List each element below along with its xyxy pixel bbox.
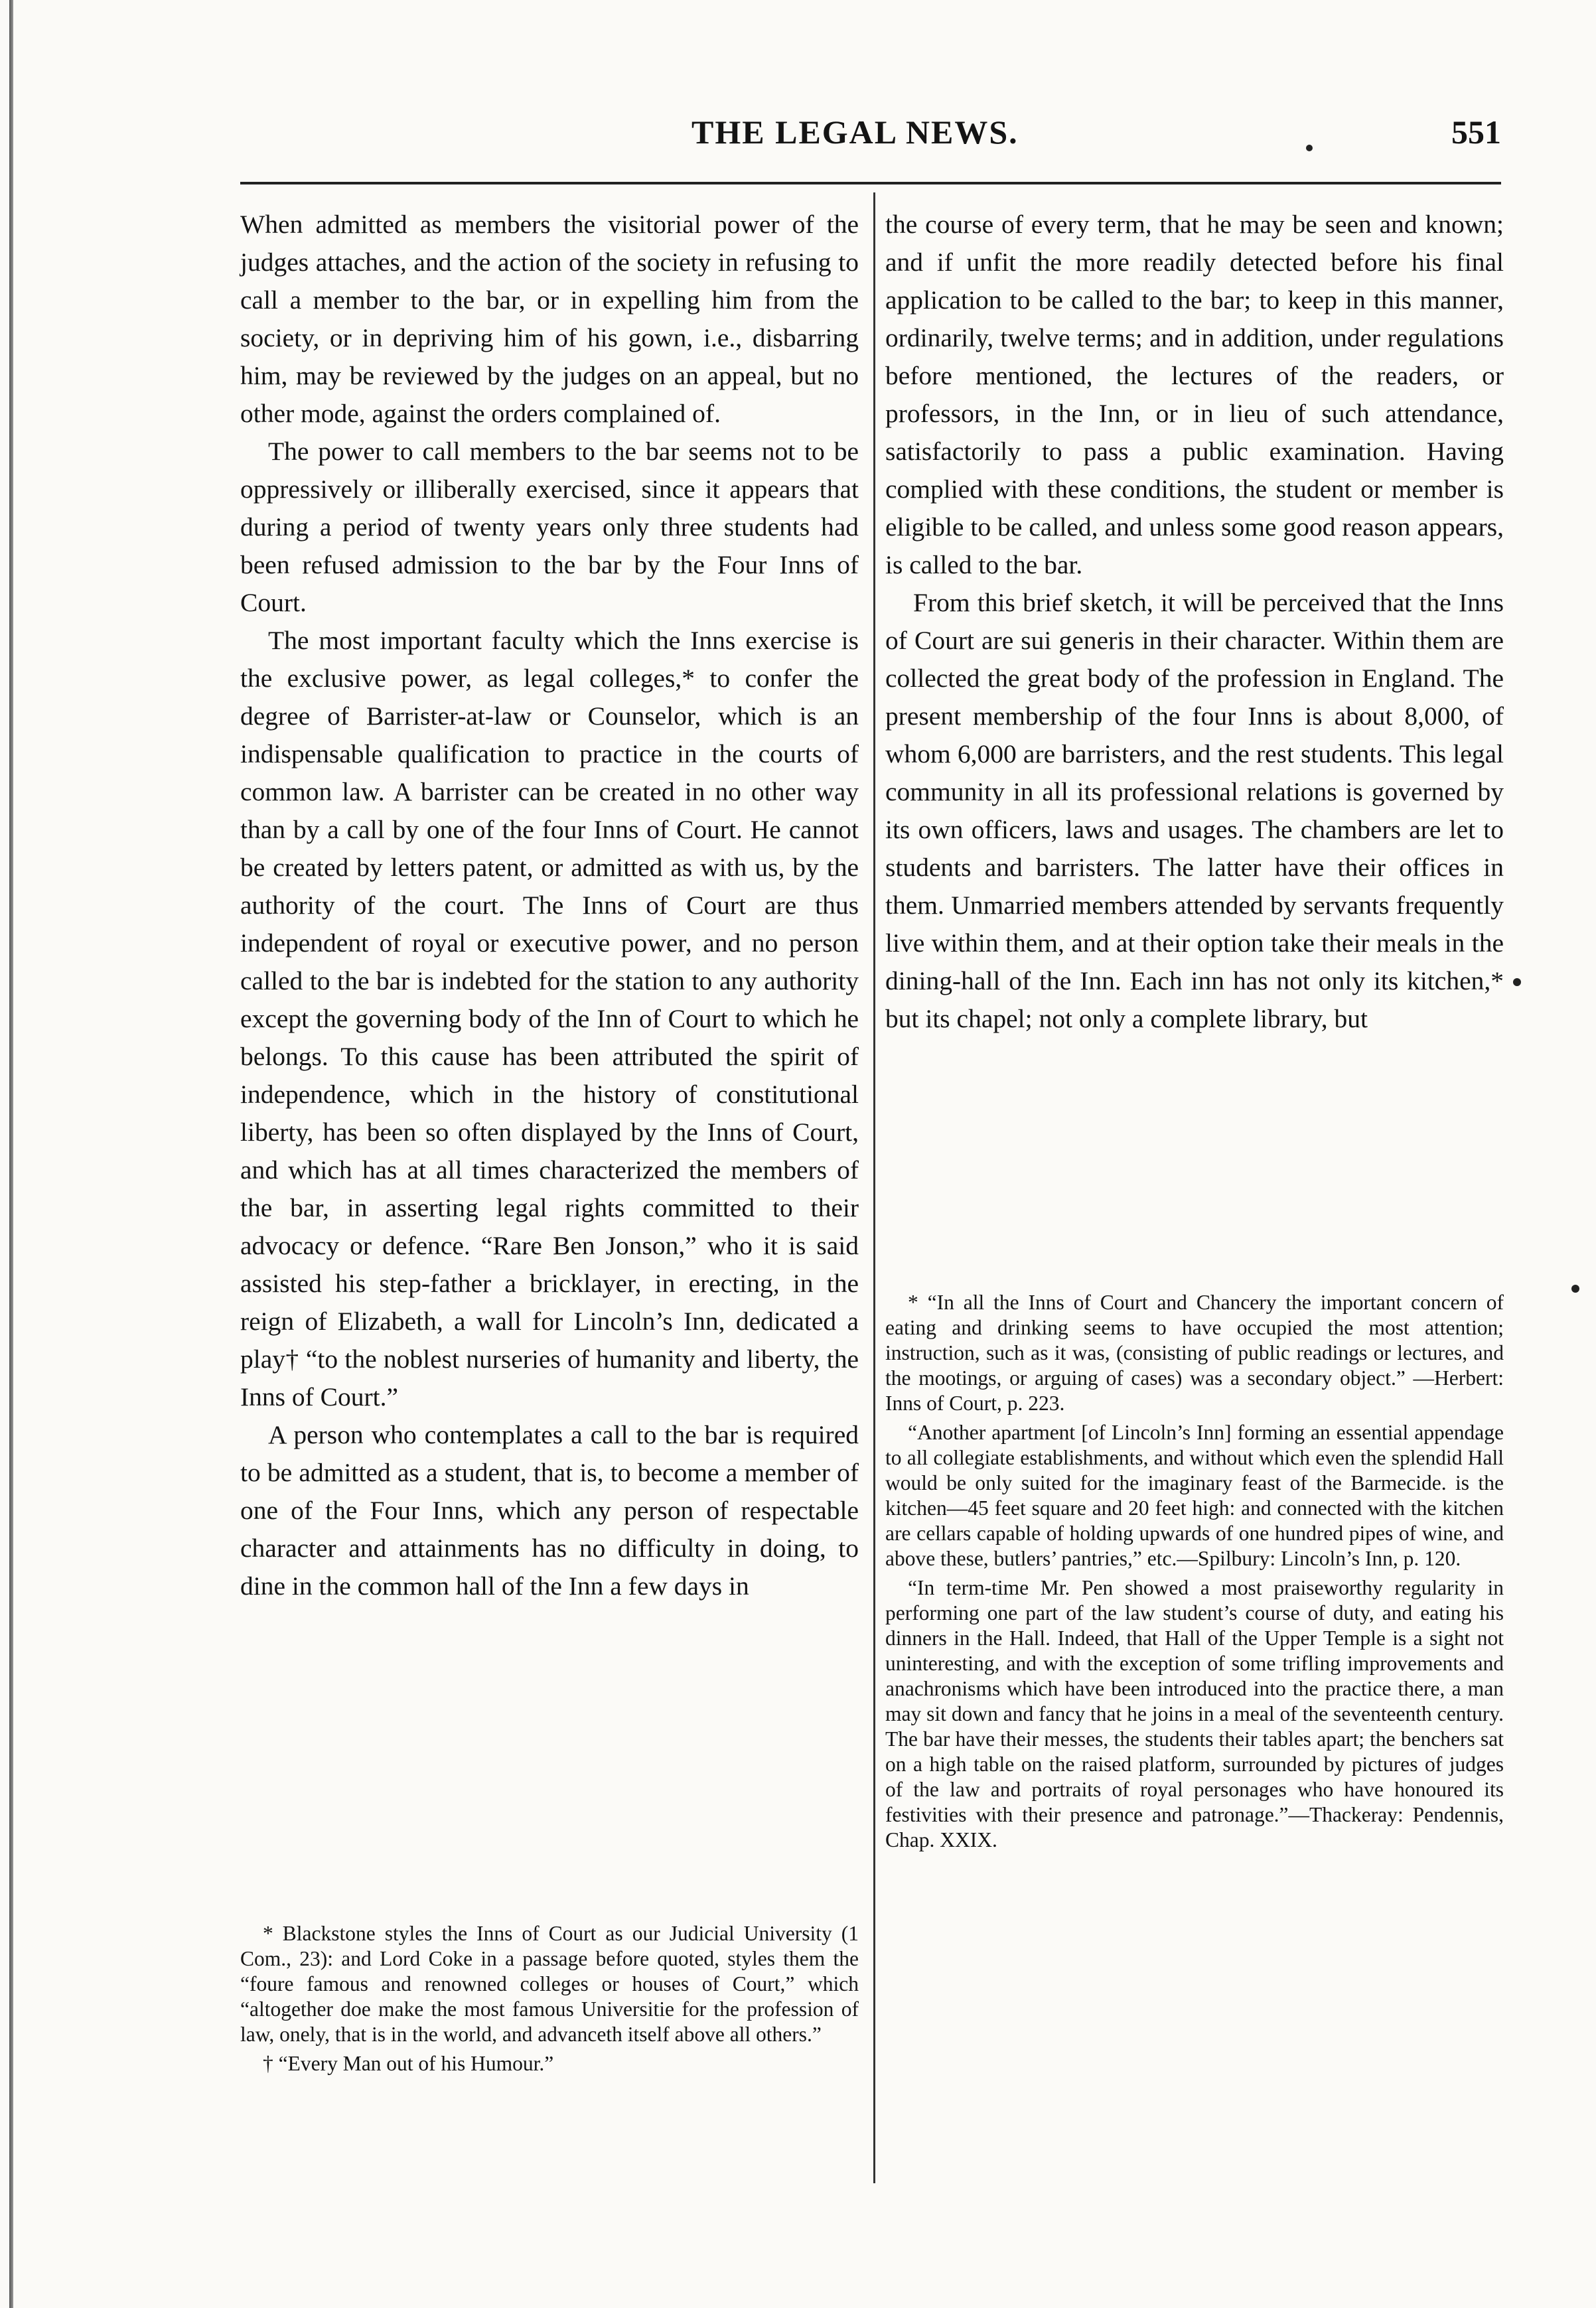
left-paragraph-1: When admitted as members the visitorial power of the judges attaches, and the action of the society in refusing to call a member to the bar, or in expelling him from the society, or in depriving him of his gown, i.e., disbarring him, may be reviewed by the judges on an appeal, but no other mode, against the orders complained of. [240, 210, 859, 428]
footnote-dagger: † “Every Man out of his Humour.” [263, 2052, 554, 2075]
page-header [240, 113, 1501, 166]
running-title: THE LEGAL NEWS. [691, 113, 1019, 151]
ink-speck [1571, 1285, 1579, 1293]
right-column [885, 206, 1504, 1038]
footnote-star-left: * Blackstone styles the Inns of Court as our Judicial University (1 Com., 23): and Lord Coke in a passage before quoted, styles them the “foure famous and renowned colleges or houses of Court,” which “altogether doe make the most famous Universitie for the profession of law, onely, that is in the world, and advanceth itself above all others.” [240, 1922, 859, 2046]
left-column [240, 206, 859, 1605]
right-paragraph-2: From this brief sketch, it will be perceived that the Inns of Court are sui generis in their character. Within them are collected the great body of the profession in England. The present membership of the four Inns is about 8,000, of whom 6,000 are barristers, and the rest students. This legal community in all its professional relations is governed by its own officers, laws and usages. The chambers are let to students and barristers. The latter have their offices in them. Unmarried members attended by servants frequently live within them, and at their option take their meals in the dining-hall of the Inn. Each inn has not only its kitchen,* but its chapel; not only a complete library, but [885, 588, 1504, 1033]
left-footnotes [240, 1921, 859, 2080]
footnote-kitchen-1: * “In all the Inns of Court and Chancery the important concern of eating and drinking seems to have occupied the most attention; instruction, such as it was, (consisting of public readings or lectures, and the mootings, or arguing of cases) was a secondary object.” —Herbert: Inns of Court, p. 223. [885, 1291, 1504, 1415]
right-footnotes [885, 1290, 1504, 1857]
ink-speck [1513, 978, 1521, 986]
page-number: 551 [1451, 113, 1501, 151]
header-rule [240, 182, 1501, 184]
column-divider [873, 192, 875, 2183]
left-paragraph-2: The power to call members to the bar seems not to be oppressively or illiberally exercised, since it appears that during a period of twenty years only three students had been refused admission to the bar by the Four Inns of Court. [240, 437, 859, 617]
left-paragraph-4: A person who contemplates a call to the bar is required to be admitted as a student, that is, to become a member of one of the Four Inns, which any person of respectable character and attainments has no difficulty in doing, to dine in the common hall of the Inn a few days in [240, 1420, 859, 1601]
right-paragraph-1: the course of every term, that he may be seen and known; and if unfit the more readily detected before his final application to be called to the bar; to keep in this manner, ordinarily, twelve terms; and in addition, under regulations before mentioned, the lectures of the readers, or professors, in the Inn, or in lieu of such attendance, satisfactorily to pass a public examination. Having complied with these conditions, the student or member is eligible to be called, and unless some good reason appears, is called to the bar. [885, 210, 1504, 579]
page-edge-shadow [9, 0, 13, 2308]
footnote-kitchen-2: “Another apartment [of Lincoln’s Inn] forming an essential appendage to all collegiate establishments, and without which even the splendid Hall would be only suited for the imaginary feast of the Barmecide. is the kitchen—45 feet square and 20 feet high: and connected with the kitchen are cellars capable of holding upwards of one hundred pipes of wine, and above these, butlers’ pantries,” etc.—Spilbury: Lincoln’s Inn, p. 120. [885, 1421, 1504, 1570]
left-paragraph-3: The most important faculty which the Inns exercise is the exclusive power, as legal colleges,* to confer the degree of Barrister-at-law or Counselor, which is an indispensable qualification to practice in the courts of common law. A barrister can be created in no other way than by a call by one of the four Inns of Court. He cannot be created by letters patent, or admitted as with us, by the authority of the court. The Inns of Court are thus independent of royal or executive power, and no person called to the bar is indebted for the station to any authority except the governing body of the Inn of Court to which he belongs. To this cause has been attributed the spirit of independence, which in the history of constitutional liberty, has been so often displayed by the Inns of Court, and which has at all times characterized the members of the bar, in asserting legal rights committed to their advocacy or defence. “Rare Ben Jonson,” who it is said assisted his step-father a bricklayer, in erecting, in the reign of Elizabeth, a wall for Lincoln’s Inn, dedicated a play† “to the noblest nurseries of humanity and liberty, the Inns of Court.” [240, 626, 859, 1411]
footnote-kitchen-3: “In term-time Mr. Pen showed a most praiseworthy regularity in performing one part of the law student’s course of duty, and eating his dinners in the Hall. Indeed, that Hall of the Upper Temple is a sight not uninteresting, and with the exception of some trifling improvements and anachronisms which have been introduced into the practice there, a man may sit down and fancy that he joins in a meal of the seventeenth century. The bar have their messes, the students their tables apart; the benchers sat on a high table on the raised platform, surrounded by pictures of judges of the law and portraits of royal personages who have honoured its festivities with their presence and patronage.”—Thackeray: Pendennis, Chap. XXIX. [885, 1576, 1504, 1851]
ink-speck [1306, 145, 1313, 151]
